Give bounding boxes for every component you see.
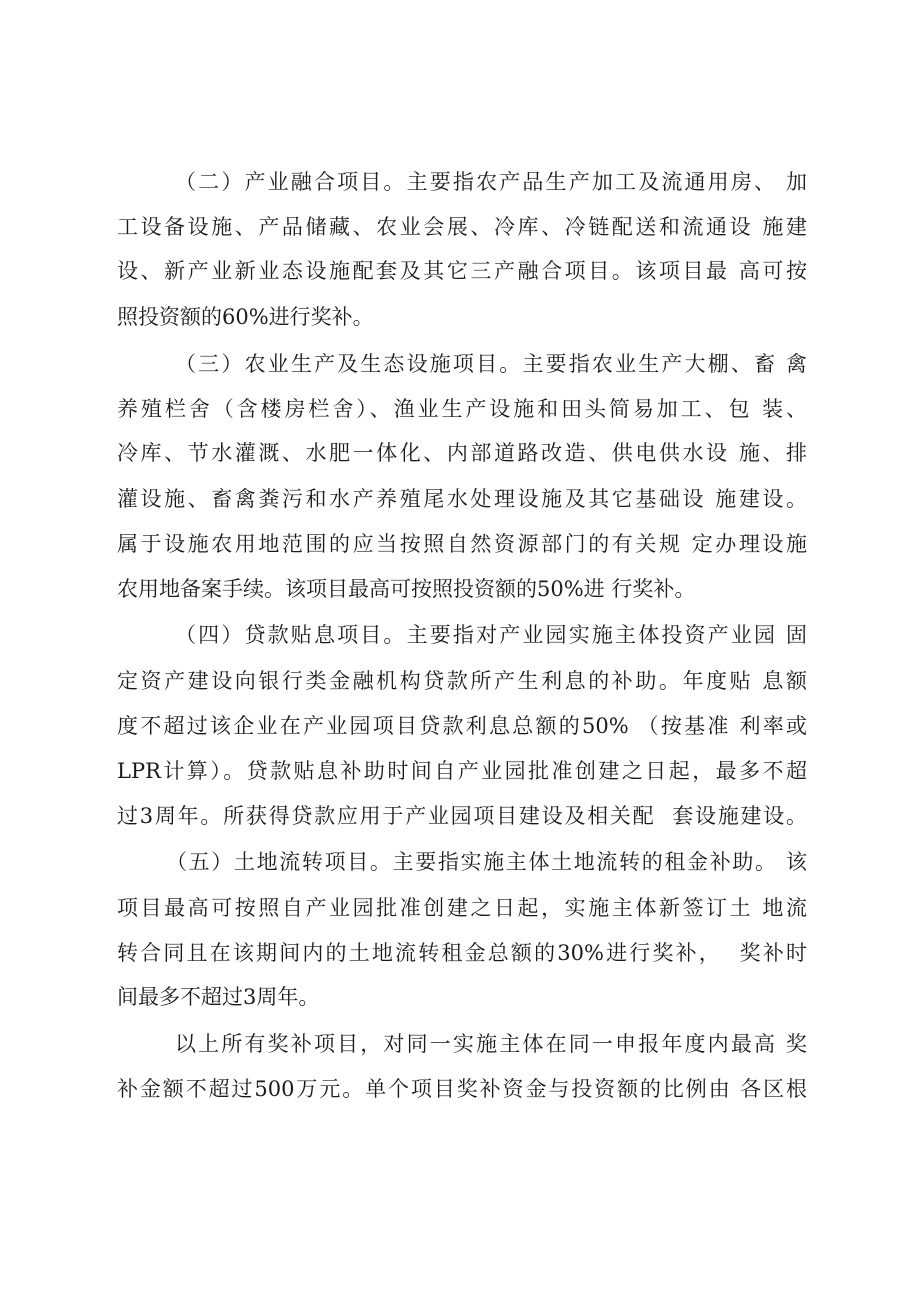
text-line: 工设备设施、产品储藏、农业会展、冷库、冷链配送和流通设 施建 [117,215,807,239]
text-line: 照投资额的60%进行奖补。 [117,305,374,329]
text-line: LPR计算）。贷款贴息补助时间自产业园批准创建之日起，最多不超 [117,759,807,783]
text-line: 间最多不超过3周年。 [117,985,320,1009]
text-line: 属于设施农用地范围的应当按照自然资源部门的有关规 定办理设施 [117,532,807,556]
text-line: 设、新产业新业态设施配套及其它三产融合项目。该项目最 高可按 [117,259,807,283]
text-line: 度不超过该企业在产业园项目贷款利息总额的50% （按基准 利率或 [117,714,807,738]
text-line: 灌设施、畜禽粪污和水产养殖尾水处理设施及其它基础设 施建设。 [117,487,807,511]
text-line: （四）贷款贴息项目。主要指对产业园实施主体投资产业园 固 [175,623,807,647]
text-line: （三）农业生产及生态设施项目。主要指农业生产大棚、畜 禽 [175,352,807,376]
text-line: 项目最高可按照自产业园批准创建之日起，实施主体新签订土 地流 [117,896,807,920]
text-line: （二）产业融合项目。主要指农产品生产加工及流通用房、 加 [175,170,807,194]
text-line: 补金额不超过500万元。单个项目奖补资金与投资额的比例由 各区根 [117,1077,807,1101]
text-line: （五）土地流转项目。主要指实施主体土地流转的租金补助。 该 [166,850,807,874]
text-line: 过3周年。所获得贷款应用于产业园项目建设及相关配 套设施建设。 [117,804,807,828]
text-line: 定资产建设向银行类金融机构贷款所产生利息的补助。年度贴 息额 [117,669,807,693]
text-line: 以上所有奖补项目，对同一实施主体在同一申报年度内最高 奖 [175,1032,807,1056]
text-line: 冷库、节水灌溉、水肥一体化、内部道路改造、供电供水设 施、排 [117,441,807,465]
text-line: 转合同且在该期间内的土地流转租金总额的30%进行奖补， 奖补时 [117,941,807,965]
text-line: 农用地备案手续。该项目最高可按照投资额的50%进 行奖补。 [117,577,696,601]
text-line: 养殖栏舍（含楼房栏舍）、渔业生产设施和田头简易加工、包 装、 [117,397,807,421]
